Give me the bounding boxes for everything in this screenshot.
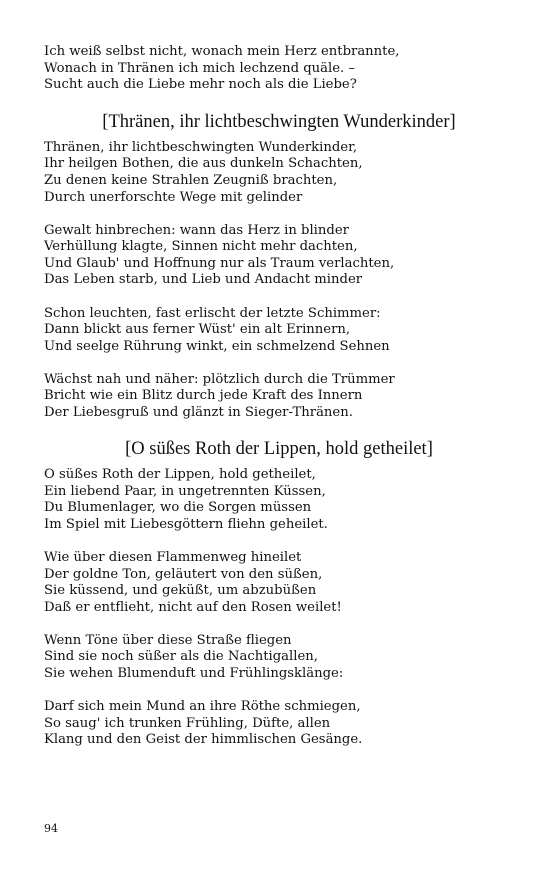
verse-line: Das Leben starb, und Lieb und Andacht minder xyxy=(44,272,363,288)
verse-line: Verhüllung klagte, Sinnen nicht mehr dachten, xyxy=(44,239,358,255)
verse-line: Gewalt hinbrechen: wann das Herz in blinder xyxy=(44,222,349,238)
verse-line: Du Blumenlager, wo die Sorgen müssen xyxy=(44,500,312,516)
stanza xyxy=(44,223,514,289)
verse-line: Und seelge Rührung winkt, ein schmelzend Sehnen xyxy=(44,338,390,354)
verse-line: Wächst nah und näher: plötzlich durch die Trümmer xyxy=(44,371,395,387)
verse-line: Darf sich mein Mund an ihre Röthe schmiegen, xyxy=(44,699,361,715)
verse-line: So saug' ich trunken Frühling, Düfte, allen xyxy=(44,715,331,731)
page-content xyxy=(44,44,514,765)
page-number: 94 xyxy=(44,822,58,835)
verse-line: Der goldne Ton, geläutert von den süßen, xyxy=(44,566,323,582)
verse-line: Wie über diesen Flammenweg hineilet xyxy=(44,549,302,565)
verse-line: Ich weiß selbst nicht, wonach mein Herz entbrannte, xyxy=(44,44,400,59)
poem-title: [O süßes Roth der Lippen, hold getheilet] xyxy=(125,439,433,460)
poem-title: [Thränen, ihr lichtbeschwingten Wunderkinder] xyxy=(102,111,456,132)
stanza xyxy=(44,699,514,749)
verse-line: Der Liebesgruß und glänzt in Sieger-Thränen. xyxy=(44,405,353,420)
verse-line: Sie küssend, und geküßt, um abzubüßen xyxy=(44,583,317,599)
verse-line: Ein liebend Paar, in ungetrennten Küssen, xyxy=(44,483,326,499)
verse-line: Dann blickt aus ferner Wüst' ein alt Erinnern, xyxy=(44,322,351,338)
stanza xyxy=(44,140,514,206)
verse-line: Schon leuchten, fast erlischt der letzte Schimmer: xyxy=(44,305,381,321)
stanza xyxy=(44,372,514,422)
verse-line: Wonach in Thränen ich mich lechzend quäle. – xyxy=(44,60,356,76)
verse-line: Wenn Töne über diese Straße fliegen xyxy=(44,632,292,648)
verse-line: Sind sie noch süßer als die Nachtigallen, xyxy=(44,649,318,665)
stanza xyxy=(44,306,514,356)
stanza xyxy=(44,550,514,616)
verse-line: Zu denen keine Strahlen Zeugniß brachten, xyxy=(44,172,338,188)
verse-line: Ihr heilgen Bothen, die aus dunkeln Schachten, xyxy=(44,156,363,172)
verse-line: Thränen, ihr lichtbeschwingten Wunderkinder, xyxy=(44,139,358,155)
verse-line: O süßes Roth der Lippen, hold getheilet, xyxy=(44,467,316,483)
verse-line: Im Spiel mit Liebesgöttern fliehn geheilet. xyxy=(44,516,328,532)
verse-line: Klang und den Geist der himmlischen Gesänge. xyxy=(44,732,363,748)
verse-line: Sie wehen Blumenduft und Frühlingsklänge: xyxy=(44,666,344,682)
verse-line: Bricht wie ein Blitz durch jede Kraft des Innern xyxy=(44,388,363,404)
stanza xyxy=(44,467,514,533)
stanza xyxy=(44,633,514,683)
verse-line: Und Glaub' und Hoffnung nur als Traum verlachten, xyxy=(44,255,395,271)
verse-line: Durch unerforschte Wege mit gelinder xyxy=(44,189,303,205)
verse-line: Sucht auch die Liebe mehr noch als die Liebe? xyxy=(44,77,357,93)
intro-stanza xyxy=(44,44,514,94)
verse-line: Daß er entflieht, nicht auf den Rosen weilet! xyxy=(44,599,342,615)
